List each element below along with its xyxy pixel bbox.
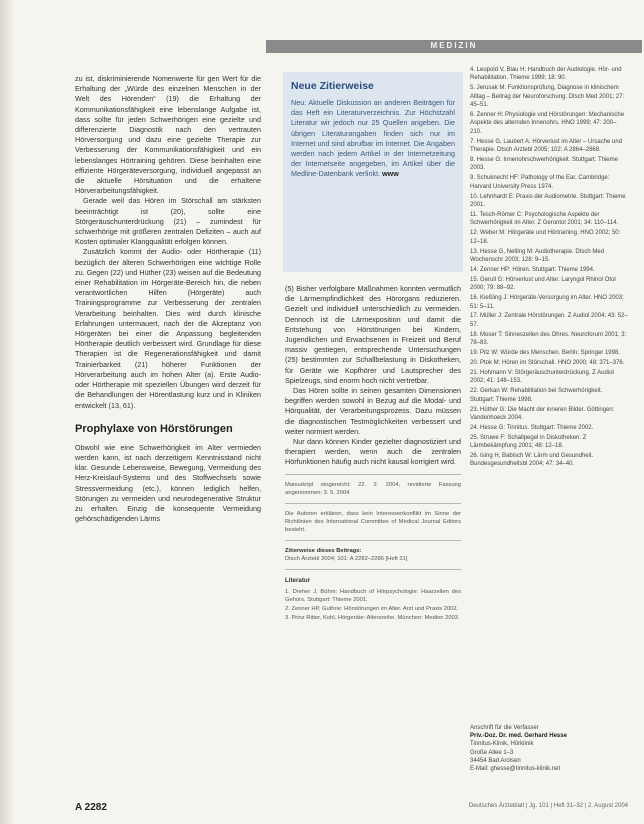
manuscript-dates: Manuskript eingereicht: 22. 2. 2004, revidierte Fassung angenommen: 3. 5. 2004 [285,481,461,496]
reference-item: 12. Weber M: Hörgeräte und Hörtraining. HNO 2002; 50: 12–18. [470,230,621,245]
info-box-text: Neu: Aktuelle Diskussion an anderen Beiträgen für das Heft ein Literaturverzeichnis. Zur Höchstzahl Literatur wir jedoch nur 25 Quellen angeben. Die übrigen Literaturangaben finden sich nur im Internet und sind abrufbar im Internet. Die Angaben werden nach jedem Artikel in der Internetzeitung der Internetseite angegeben, im Artikel über die Medline-Datenbank verlinkt. www [291,98,455,179]
author-line: 34454 Bad Arolsen [470,757,521,764]
left-column [75,74,261,524]
literature-item: 1. Dreher J, Bühm: Handbuch of Hörpsychologie: Haarzellen des Gehörs. Stuttgart: Thieme 2001. [285,588,461,603]
divider [285,540,461,541]
references-column [470,66,628,470]
reference-item: 5. Jerusak M: Funktionsprüfung, Diagnose in klinischem Alltag – Beitrag der Neuroforschung. Dtsch Med 2001; 27: 45–51. [470,85,625,109]
info-box-title: Neue Zitierweise [291,80,374,92]
journal-footer: Deutsches Ärzteblatt | Jg. 101 | Heft 31–32 | 2. August 2004 [468,803,628,809]
author-line: Große Allee 1–3 [470,749,514,756]
info-box [283,72,463,272]
reference-item: 24. Hesse G: Tinnitus. Stuttgart: Thieme 2002. [470,424,594,431]
citation-block [285,547,461,563]
reference-item: 14. Zenner HP: Hören. Stuttgart: Thieme 1994. [470,266,595,273]
reference-item: 18. Moser T: Sinneszellen des Ohres. Neuroforum 2001; 3: 78–83. [470,331,627,347]
citation-label: Zitierweise dieses Beitrags: [285,547,362,554]
reference-item: 6. Zenner H: Physiologie und Hörstörungen: Mechanische Aspekte des alternden Innenohrs. HNO 1999; 47: 200–210. [470,112,625,135]
section-title: MEDIZIN [430,41,478,50]
reference-item: 20. Ptok M: Hören im Störschall. HNO 2000; 48: 371–376. [470,360,625,366]
author-label: Anschrift für die Verfasser [470,725,539,731]
body-paragraph: Das Hören sollte in seinen gesamten Dimensionen begriffen werden sowohl in Bezug auf die Modal- und Hörqualität, der Verarbeitungsprozess. Dazu müssen die diagnostischen Testmöglichkeiten verbessert und weiter normiert werden. [285,386,461,436]
scan-edge-shadow [0,0,14,824]
reference-item: 22. Gerkan W: Rehabilitation bei Schwerhörigkeit. Stuttgart: Thieme 1998. [470,388,603,403]
page-number: A 2282 [75,802,107,813]
reference-item: 21. Hohmann V: Störgeräuschunterdrückung. Z Audiol 2002; 41: 148–153. [470,369,614,385]
section-header [266,40,642,53]
body-paragraph: Nur dann können Kinder gezielter diagnostiziert und therapiert werden, wenn auch die zentralen Hörfunktionen häufig auch nicht kausal korrigiert wird. [285,437,461,467]
reference-item: 13. Hesse G, Nelting M: Audiotherapie. Dtsch Med Wochenschr 2003; 128: 9–15. [470,248,605,264]
author-email: E-Mail: ghesse@tinnitus-klinik.net [470,766,561,773]
divider [285,474,461,475]
literature-list [285,588,461,622]
author-name: Priv.-Doz. Dr. med. Gerhard Hesse [470,733,567,740]
body-paragraph: (5) Bisher verfolgbare Maßnahmen konnten vermutlich die Lärmempfindlichkeit des Hörorgans reduzieren. Gezielt und individuell unterschiedlich zu vermeiden. Dennoch ist die Lärmexposition und damit die Entstehung von Hörstörungen bei Kindern, Jugendlichen und Erwachsenen in Freizeit und Beruf massiv gestiegen, entsprechende Untersuchungen (25) bestimmten zur Schallbelastung in Diskotheken, für Geräte wie Kopfhörer und Lautsprecher des Spielzeugs, sind enorm hoch nicht vertretbar. [285,284,461,385]
divider [285,569,461,570]
body-paragraph: Gerade weil das Hören im Störschall am stärksten beeinträchtigt ist (20), sollte eine Störgeräuschunterdrückung (21) – zumindest für schwerhörige mit größeren zentralen Defiziten – auch auf Kosten optimaler Klangqualität erfolgen können. [75,196,261,247]
www-badge: www [382,169,399,179]
literature-item: 3. Prinz Ritter, Kohl, Hörgeräte: Altersreihe. München: Medien 2003. [285,614,460,621]
author-address [470,724,628,773]
author-line: Tinnitus-Klinik, Hörklinik [470,741,534,748]
literature-item: 2. Zenner HP, Guthrie: Hörstörungen im Alter. Arzt und Praxis 2002. [285,605,459,612]
body-paragraph: Obwohl wie eine Schwerhörigkeit im Alter vermieden werden kann, ist nach derzeitigem Kenntnisstand nicht klar. Gesunde Lebensweise, Bewegung, Vermeidung des Herz-Kreislauf-Systems und des Stoffwechsels sowie Stressvermeidung (etc.), können lediglich helfen, Störungen zu vermeiden und neurodegenerative Struktur zu erhalten. Einzig die konsequente Vermeidung gehörschädigenden Lärms [75,442,261,524]
reference-item: 15. Gerull G: Hörverlust und Alter. Laryngol Rhinol Otol 2000; 79: 88–92. [470,276,616,292]
reference-item: 16. Kießling J: Hörgeräte-Versorgung im Alter. HNO 2003; 51: 5–11. [470,295,624,310]
conflict-statement: Die Autoren erklären, dass kein Interessenkonflikt im Sinne der Richtlinien des International Committee of Medical Journal Editors besteht. [285,510,461,533]
reference-item: 23. Hüther G: Die Macht der inneren Bilder. Göttingen: Vandenhoeck 2004. [470,406,615,421]
body-paragraph: zu ist, diskriminierende Nomenwerte für gen Wert für die Erhaltung der „Würde des einzelnen Menschen in der Welt des Hörenden“ (19) die Erhaltung der Kommunikationsfähigkeit eine lebenslange Aufgabe ist, dass sollte für jeden Schwerhörigen eine gezielte und differenzierte Diagnostik nach den vertrauten Hörversorgung und dazu eine gezielte Therapie zur Verbesserung der Kommunikationsfähigkeit und ein lebenslanges Hörtraining gehören. Diese beinhalten eine effiziente Hörgeräteversorgung, individuell angepasst an die aktuelle Hörsituation und die erhaltene Hörverarbeitungsfähigkeit. [75,74,261,196]
reference-item: 19. Pilz W: Würde des Menschen. Berlin: Springer 1998. [470,350,620,357]
reference-item: 25. Struwe F: Schallpegel in Diskotheken. Z Lärmbekämpfung 2001; 48: 12–18. [470,434,587,450]
reference-item: 26. Ising H, Babisch W: Lärm und Gesundheit. Bundesgesundheitsbl 2004; 47: 34–40. [470,453,594,468]
reference-list [470,66,628,469]
citation-text: Dtsch Ärztebl 2004; 101: A 2282–2286 [Heft 31] [285,555,408,562]
reference-item: 11. Tesch-Römer C: Psychologische Aspekte der Schwerhörigkeit im Alter. Z Gerontol 2001; 34: 110–114. [470,212,619,227]
section-heading: Prophylaxe von Hörstörungen [75,422,233,435]
reference-item: 17. Müller J: Zentrale Hörstörungen. Z Audiol 2004; 43: 52–57. [470,313,628,328]
reference-item: 4. Leupold V, Blau H: Handbuch der Audiologie. Hör- und Rehabilitation. Thieme 1999; 18: 90. [470,67,622,82]
divider [285,503,461,504]
body-paragraph: Zusätzlich kommt der Audio- oder Hörtherapie (11) bezüglich der älteren Schwerhörigen eine wichtige Rolle zu. Gegen (22) und Hüther (23) weisen auf die Bedeutung einer Rehabilitation im Hörgeräte-Bereich hin, die neben verantwortlichen Hilfen (Hörgeräte) auch Trainingsprogramme zur Verbesserung der zentralen Verarbeitung beinhalten. Dies wird durch klinische Erfahrungen untermauert, nach der die Akzeptanz von Hörgeräten bei einer die Anpassung begleitenden Hörtherapie deutlich verbessert wird. Grundlage für diese Therapien ist die Regenerationsfähigkeit und damit Trainierbarkeit (21) höherer Funktionen der Hörverarbeitung auch im hohen Alter (a). Erste Audio- oder Hörtherapie mit speziellen Übungen wird derzeit für die Behandlungen der Hörentlastung kurz und in Kliniken entwickelt (13, 61). [75,247,261,410]
reference-item: 7. Hesse G, Laubert A: Hörverlust im Alter – Ursache und Therapie. Dtsch Arztebl 2005; 102: A 2864–2868. [470,138,623,154]
reference-item: 10. Lehnhardt E: Praxis der Audiometrie. Stuttgart: Thieme 2001. [470,193,626,209]
reference-item: 8. Hesse G: Innenohrschwerhörigkeit. Stuttgart: Thieme 2003. [470,157,618,172]
literature-title: Literatur [285,576,311,584]
middle-column [285,284,461,623]
reference-item: 9. Schuknecht HF: Pathology of the Ear. Cambridge: Harvard University Press 1974. [470,175,610,190]
